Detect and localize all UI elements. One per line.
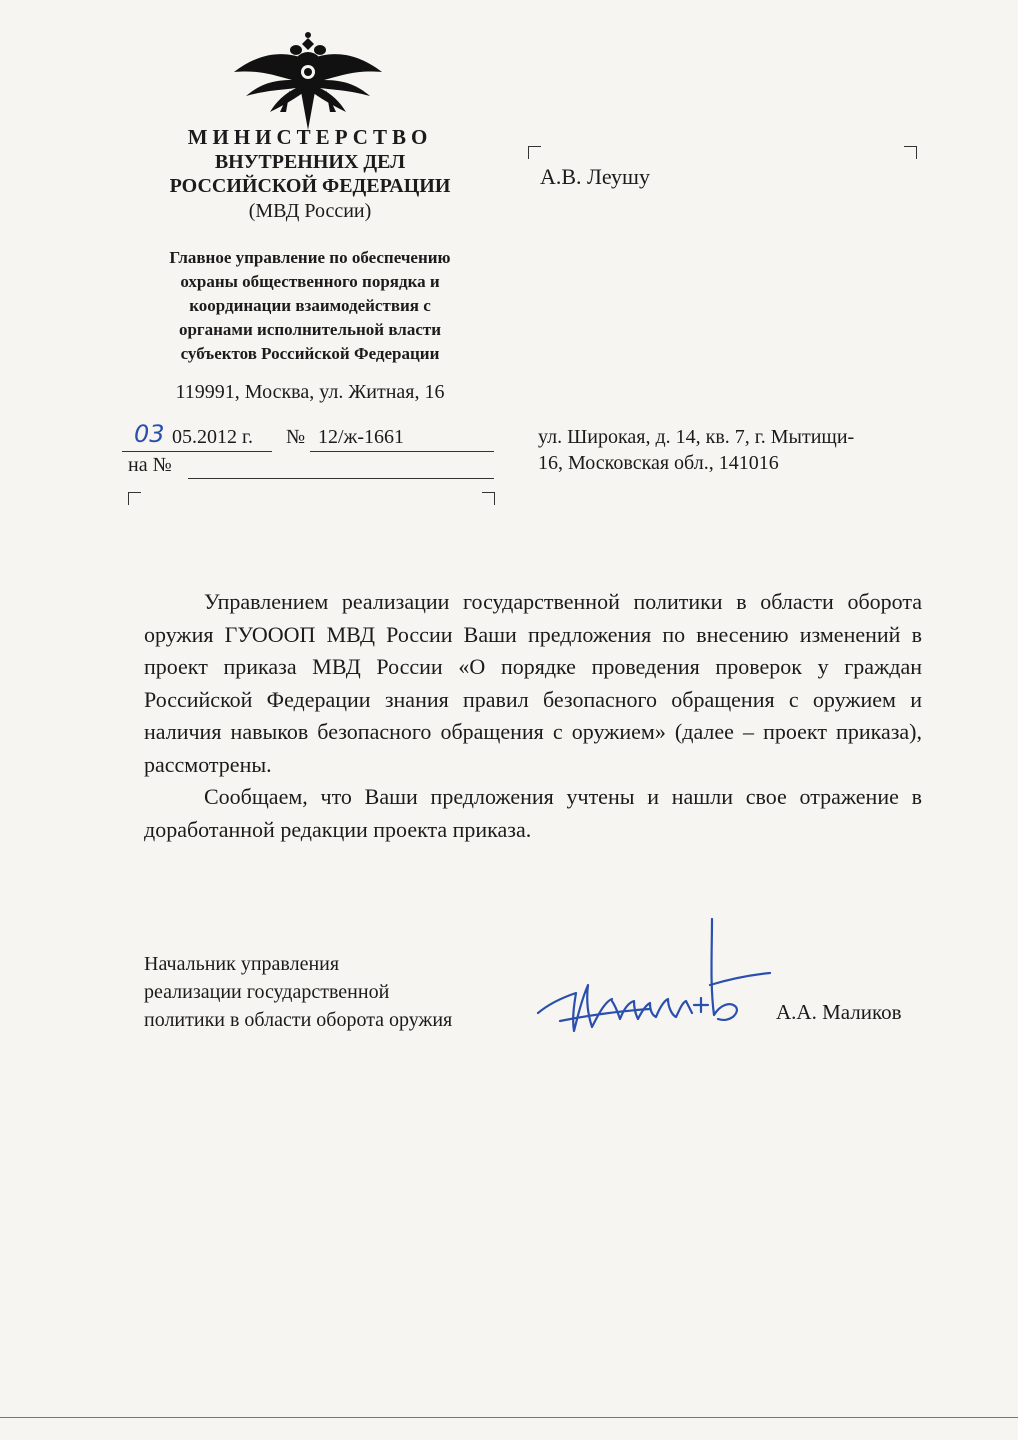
department-line: координации взаимодействия с	[189, 296, 431, 315]
recipient-name: А.В. Леушу	[540, 164, 650, 189]
department-line: Главное управление по обеспечению	[169, 248, 451, 267]
corner-mark	[904, 146, 917, 159]
recipient-address-line: ул. Широкая, д. 14, кв. 7, г. Мытищи-	[538, 426, 855, 448]
document-number: 12/ж-1661	[318, 426, 405, 448]
signer-position	[144, 950, 452, 1034]
signer-position-line: политики в области оборота оружия	[144, 1009, 453, 1031]
reply-to-label: на №	[128, 454, 172, 476]
corner-mark	[482, 492, 495, 505]
corner-mark	[128, 492, 141, 505]
handwritten-signature	[530, 915, 780, 1040]
recipient-address	[538, 424, 918, 476]
document-date: 05.2012 г.	[172, 426, 253, 448]
ministry-line: РОССИЙСКОЙ ФЕДЕРАЦИИ	[169, 175, 451, 197]
ministry-line: ВНУТРЕННИХ ДЕЛ	[214, 151, 406, 173]
department-line: охраны общественного порядка и	[180, 272, 440, 291]
recipient-address-line: 16, Московская обл., 141016	[538, 452, 779, 474]
department-line: субъектов Российской Федерации	[180, 344, 440, 363]
department-name	[110, 246, 510, 366]
handwritten-day: 03	[134, 420, 165, 448]
letter-body	[144, 586, 922, 846]
body-paragraph: Сообщаем, что Ваши предложения учтены и нашли свое отражение в доработанной редакции проекта приказа.	[144, 784, 922, 842]
department-line: органами исполнительной власти	[178, 320, 442, 339]
page-edge-line	[0, 1417, 1018, 1418]
sender-address: 119991, Москва, ул. Житная, 16	[175, 381, 445, 403]
signer-name: А.А. Маликов	[776, 1000, 902, 1024]
signer-position-line: реализации государственной	[144, 981, 390, 1003]
ministry-line: МИНИСТЕРСТВО	[187, 125, 433, 149]
date-underline	[122, 451, 272, 452]
corner-mark	[528, 146, 541, 159]
reply-to-underline	[188, 478, 494, 479]
date-number-row	[122, 420, 502, 454]
ministry-short-name: (МВД России)	[248, 200, 372, 222]
body-paragraph: Управлением реализации государственной политики в области оборота оружия ГУОООП МВД России Ваши предложения по внесению изменений в проект приказа МВД России «О порядке проведения проверок у граждан Российской Федерации знания правил безопасного обращения с оружием и наличия навыков безопасного обращения с оружием» (далее – проект приказа), рассмотрены.	[144, 589, 922, 777]
number-underline	[310, 451, 494, 452]
signer-position-line: Начальник управления	[144, 953, 340, 975]
ministry-name	[110, 124, 510, 224]
number-sign: №	[286, 426, 306, 448]
